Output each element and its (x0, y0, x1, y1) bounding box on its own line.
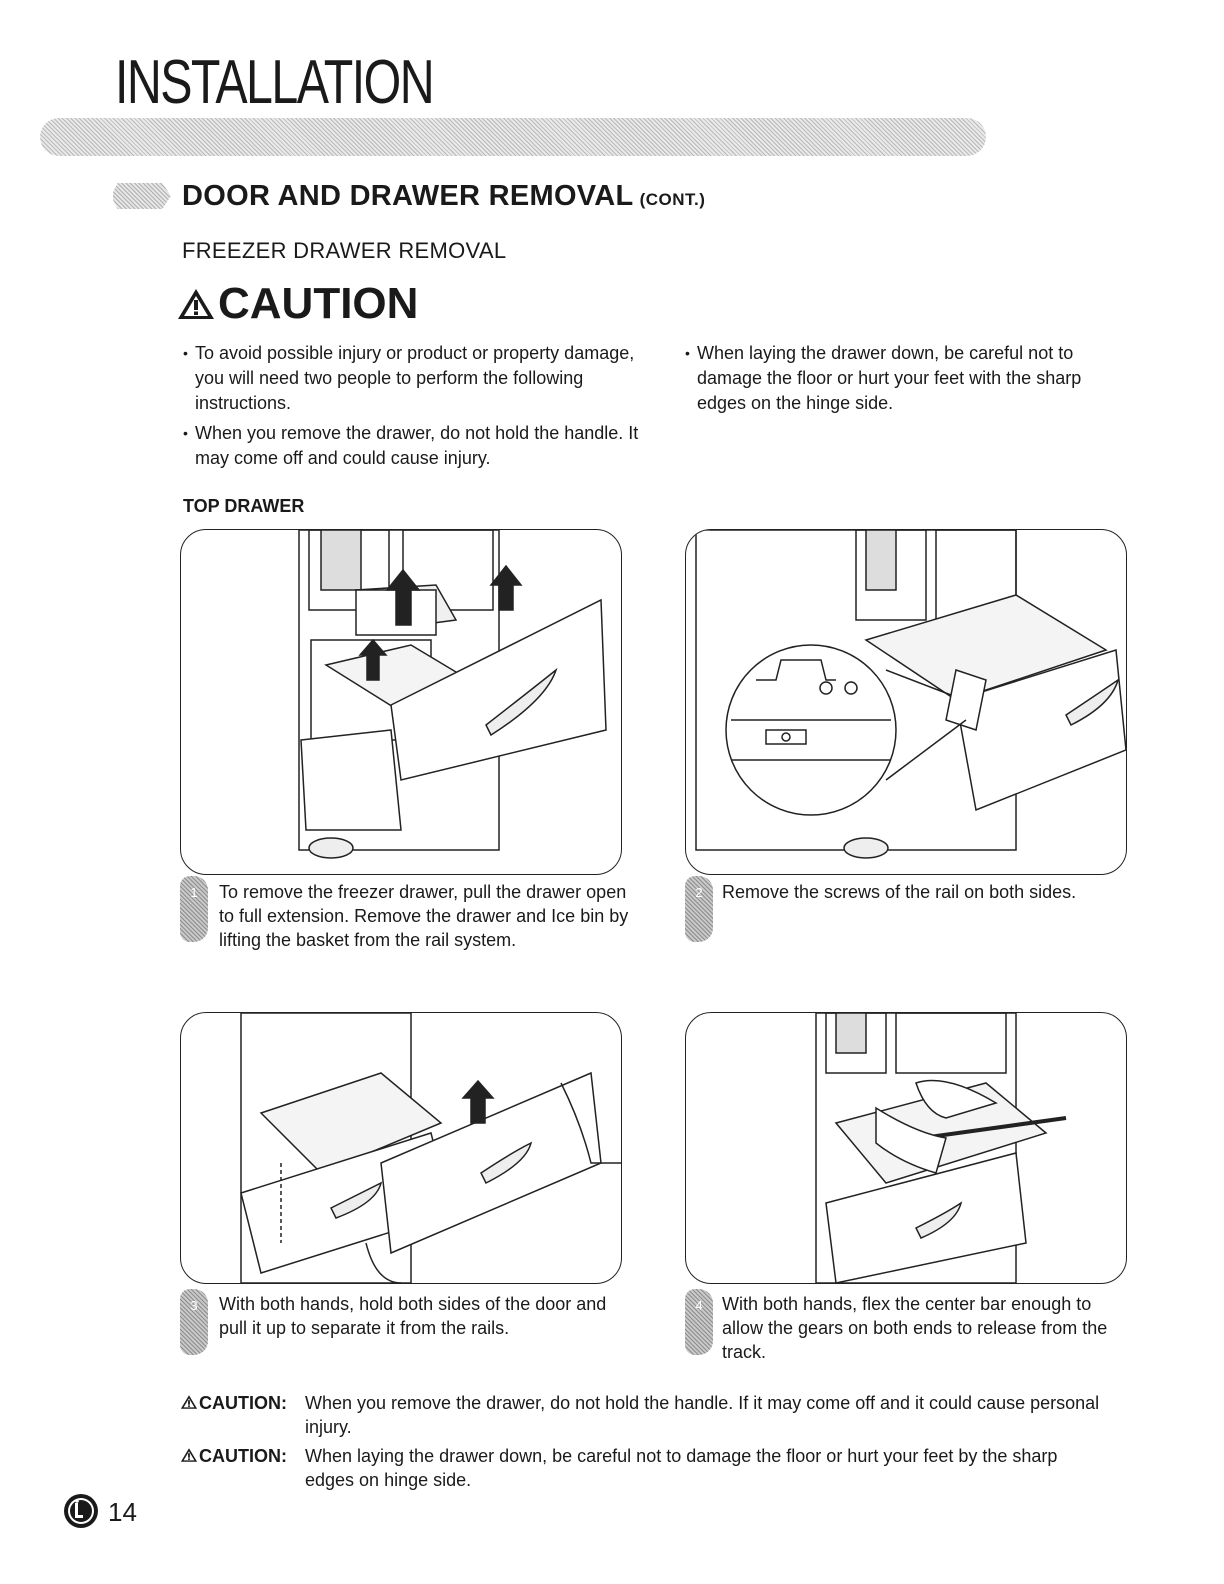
step-number: 1 (180, 876, 208, 942)
page-number: 14 (108, 1497, 137, 1527)
subsection-title: FREEZER DRAWER REMOVAL (182, 238, 507, 263)
warning-triangle-icon (180, 1447, 198, 1463)
step-text: With both hands, flex the center bar enough to allow the gears on both ends to release from the track. (722, 1294, 1108, 1362)
warning-triangle-icon (180, 1394, 198, 1410)
caution-bullet: • To avoid possible injury or product or property damage, you will need two people to perform the following instructions. (183, 341, 653, 416)
caution-bullet: • When laying the drawer down, be careful not to damage the floor or hurt your feet with the sharp edges on the hinge side. (685, 341, 1130, 416)
section-marker (113, 183, 171, 209)
top-drawer-label: TOP DRAWER (183, 496, 305, 516)
caution-note (180, 1444, 1105, 1492)
caution-note-label (180, 1391, 305, 1439)
caution-note-label-text: CAUTION: (199, 1393, 287, 1413)
section-title (182, 181, 705, 213)
step-number: 2 (685, 876, 713, 942)
caution-note-text: When you remove the drawer, do not hold the handle. If it may come off and it could cause personal injury. (305, 1393, 1100, 1437)
section-title-suffix: (CONT.) (639, 190, 706, 209)
step-4-illustration (685, 1012, 1127, 1284)
caution-heading-text: CAUTION (218, 279, 419, 328)
step-text: Remove the screws of the rail on both sides. (722, 882, 1077, 902)
step-text: To remove the freezer drawer, pull the drawer open to full extension. Remove the drawer and Ice bin by lifting the basket from the rail system. (219, 882, 629, 950)
step-3-illustration (180, 1012, 622, 1284)
caution-note-text: When laying the drawer down, be careful not to damage the floor or hurt your feet by the sharp edges on hinge side. (305, 1446, 1058, 1490)
caution-bullets-left (183, 341, 653, 476)
step-number: 3 (180, 1289, 208, 1355)
caution-note-label-text: CAUTION: (199, 1446, 287, 1466)
caution-bullets-right (685, 341, 1130, 421)
warning-triangle-icon (176, 287, 216, 321)
step-2-illustration (685, 529, 1127, 875)
lg-logo-icon (63, 1493, 99, 1529)
caution-note-label (180, 1444, 305, 1492)
caution-note (180, 1391, 1105, 1439)
caution-bullet: • When you remove the drawer, do not hold the handle. It may come off and could cause injury. (183, 421, 653, 471)
section-title-text: DOOR AND DRAWER REMOVAL (182, 180, 634, 212)
page-title: INSTALLATION (115, 48, 434, 117)
title-bar (40, 118, 986, 156)
caution-heading (176, 279, 419, 328)
step-text: With both hands, hold both sides of the door and pull it up to separate it from the rails. (219, 1294, 607, 1338)
step-1-illustration (180, 529, 622, 875)
step-number: 4 (685, 1289, 713, 1355)
